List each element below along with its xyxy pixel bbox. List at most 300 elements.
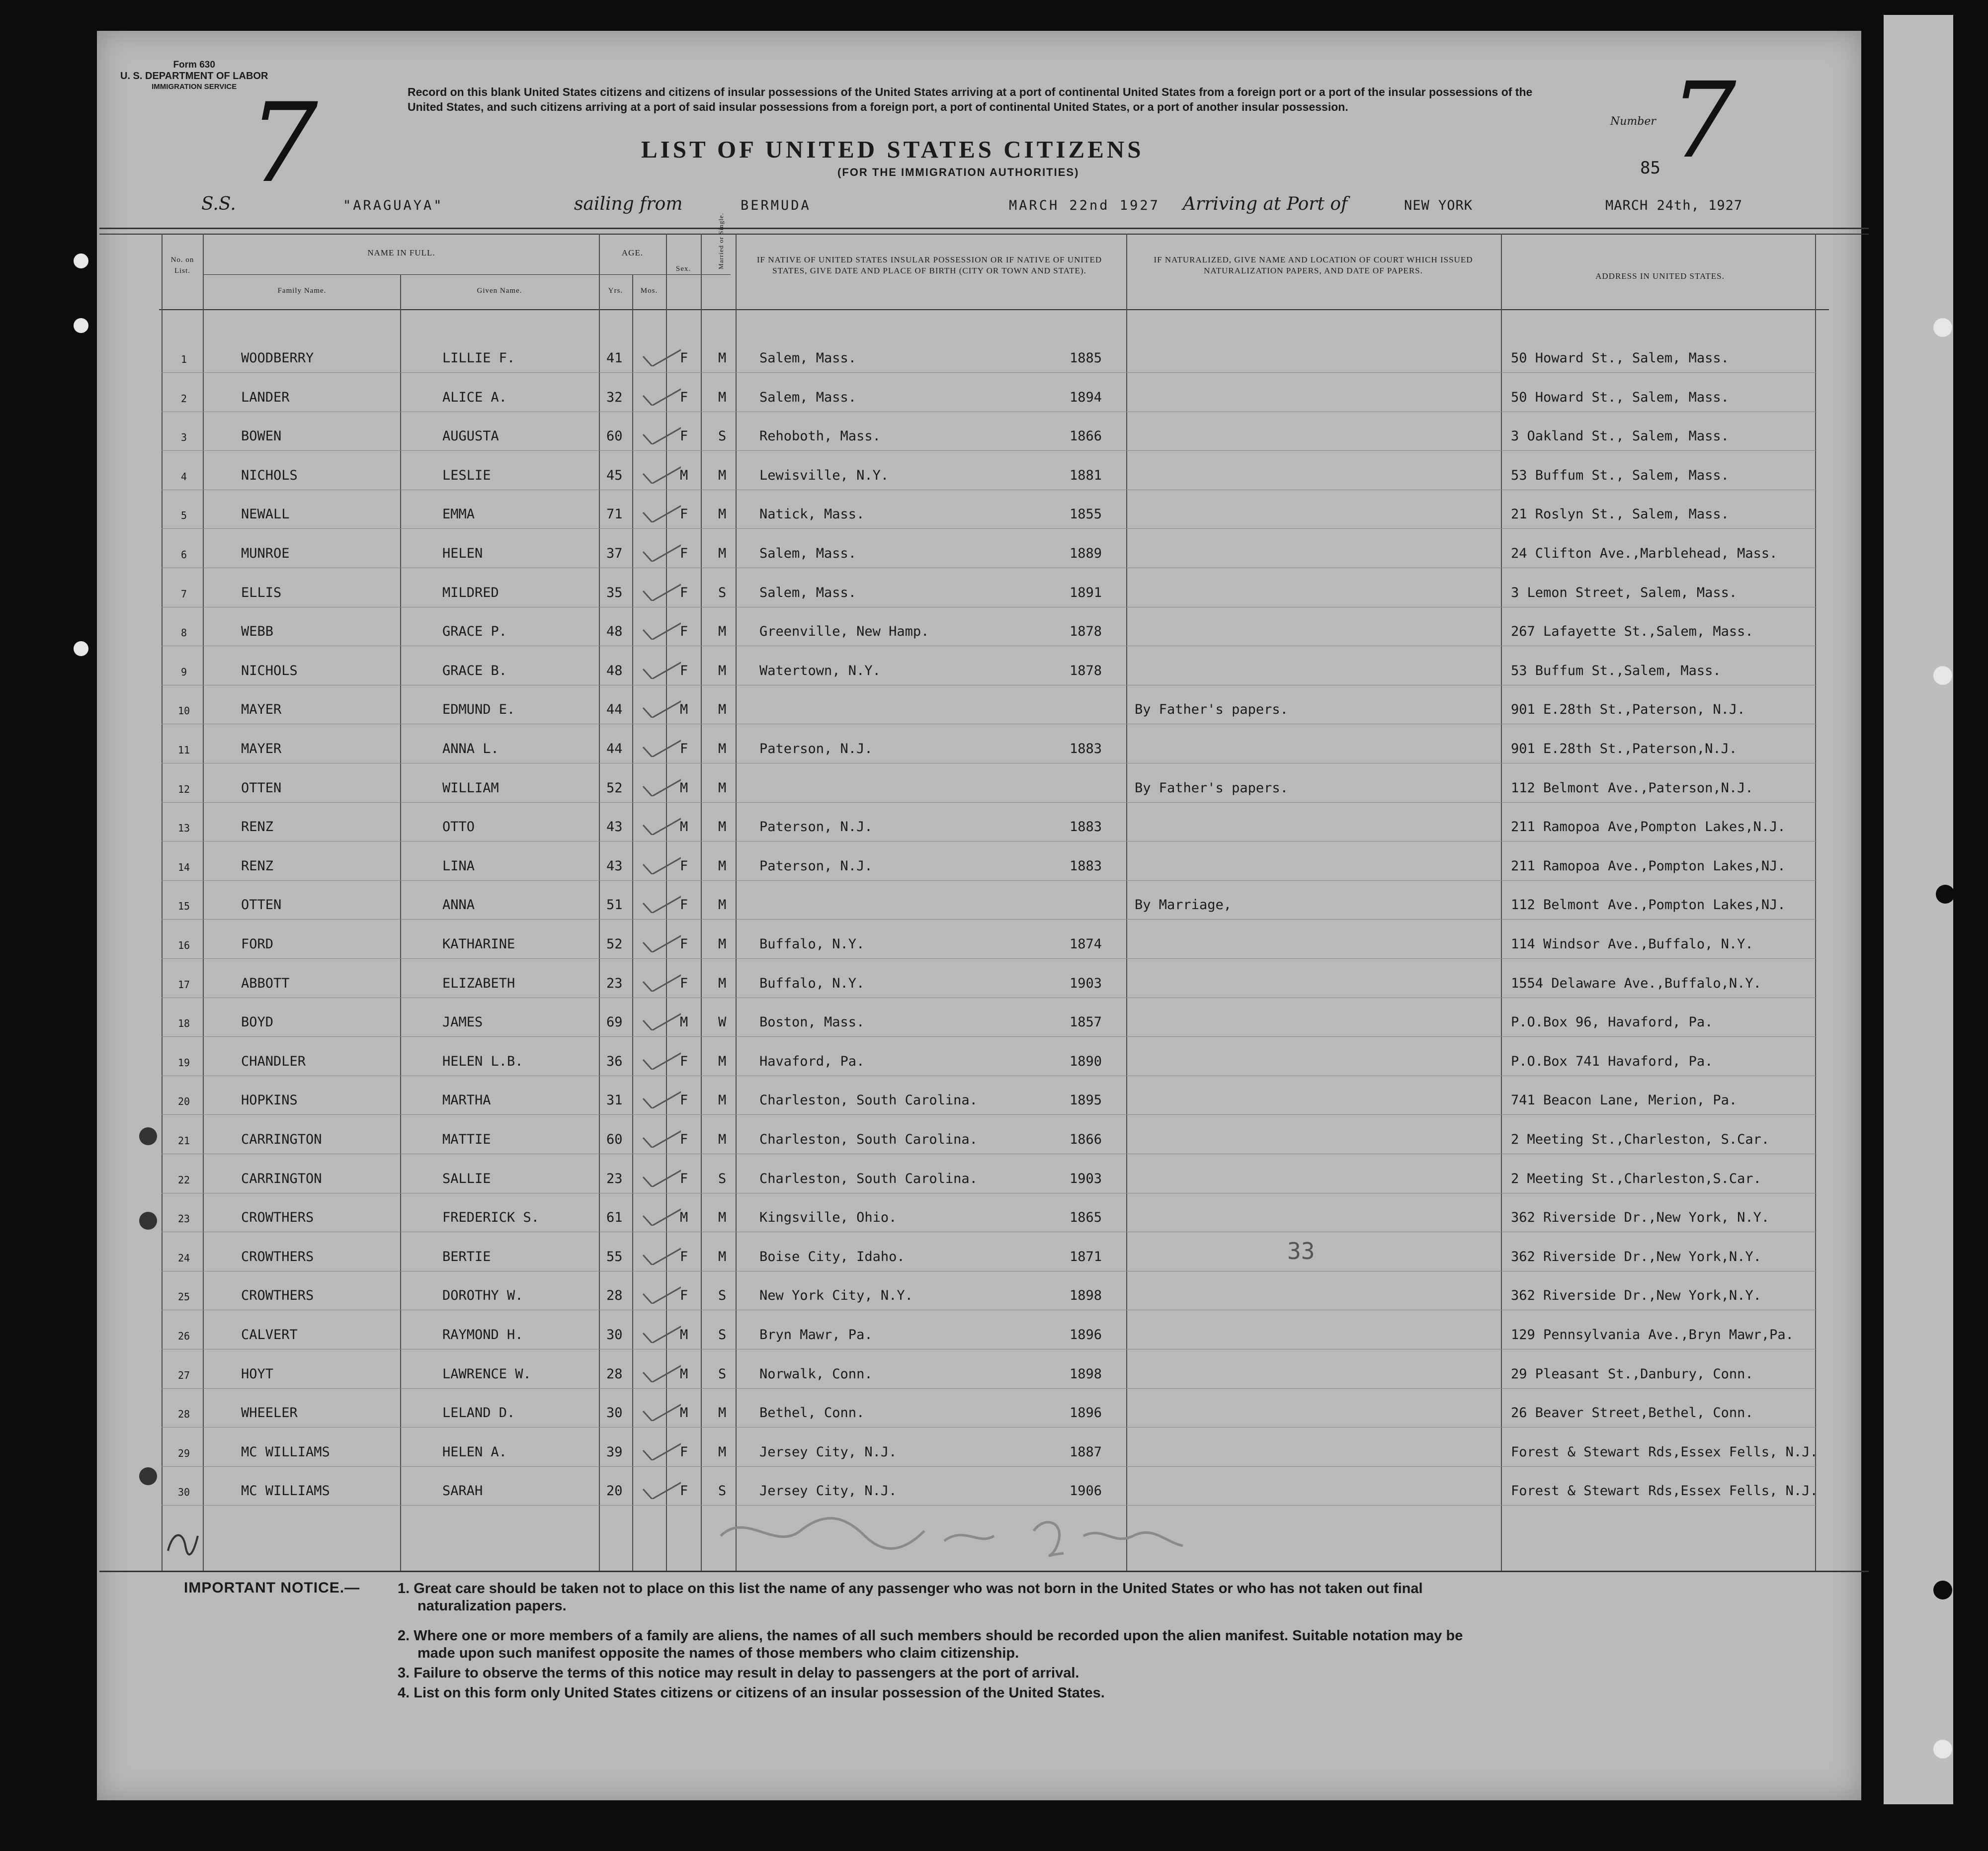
birthplace: Boise City, Idaho. bbox=[759, 1249, 905, 1264]
given-name: RAYMOND H. bbox=[442, 1327, 523, 1343]
row-number: 8 bbox=[180, 627, 187, 639]
row-number: 4 bbox=[180, 471, 187, 483]
intro-text: Record on this blank United States citizens and citizens of insular possessions of the United States arriving at a port of continental United States from a foreign port or a port of the insular possessions of the United States, and such citizens arriving at a port of said insular possessions from a foreign port, a port of continental United States, or a port of another insular possession. bbox=[408, 85, 1533, 113]
punch-hole bbox=[74, 641, 88, 656]
binder-hole bbox=[1933, 1740, 1952, 1759]
us-address: Forest & Stewart Rds,Essex Fells, N.J. bbox=[1511, 1483, 1818, 1499]
family-name: NICHOLS bbox=[241, 468, 298, 483]
birthplace: Natick, Mass. bbox=[759, 506, 865, 522]
check-mark-icon bbox=[641, 1479, 681, 1499]
check-mark-icon bbox=[641, 542, 681, 562]
birthplace: Salem, Mass. bbox=[759, 546, 857, 561]
family-name: RENZ bbox=[241, 858, 274, 874]
family-name: FORD bbox=[241, 936, 274, 952]
birthplace: Charleston, South Carolina. bbox=[759, 1093, 978, 1108]
check-mark-icon bbox=[641, 581, 681, 601]
family-name: ABBOTT bbox=[241, 976, 290, 991]
punch-hole bbox=[139, 1467, 157, 1485]
given-name: LESLIE bbox=[442, 468, 491, 483]
age-years: 39 bbox=[606, 1444, 623, 1460]
handwritten-number: 7 bbox=[1670, 60, 1737, 181]
sex: F bbox=[680, 976, 688, 991]
check-mark-icon bbox=[641, 1089, 681, 1108]
adjacent-page-edge bbox=[1884, 15, 1953, 1804]
us-address: 114 Windsor Ave.,Buffalo, N.Y. bbox=[1511, 936, 1753, 952]
birth-year: 1890 bbox=[1070, 1054, 1102, 1069]
from-port: BERMUDA bbox=[741, 198, 811, 213]
given-name: HELEN L.B. bbox=[442, 1054, 523, 1069]
col-divider bbox=[701, 234, 702, 1571]
notice-line: made upon such manifest opposite the names of those members who claim citizenship. bbox=[417, 1645, 1019, 1661]
marital-status: M bbox=[718, 780, 727, 796]
birth-year: 1894 bbox=[1070, 390, 1102, 405]
header-birth: IF NATIVE OF UNITED STATES INSULAR POSSESSION OR IF NATIVE OF UNITED STATES, GIVE DATE AND PLACE OF BIRTH (CITY OR TOWN AND STATE). bbox=[756, 255, 1102, 275]
row-rule bbox=[162, 1388, 1817, 1389]
name-subheader-rule bbox=[204, 274, 731, 275]
row-number: 6 bbox=[180, 549, 187, 561]
age-years: 30 bbox=[606, 1405, 623, 1421]
birth-year: 1885 bbox=[1070, 350, 1102, 366]
sex: F bbox=[680, 1132, 688, 1147]
row-number: 7 bbox=[180, 588, 187, 600]
age-years: 48 bbox=[606, 624, 623, 639]
marital-status: M bbox=[718, 1405, 727, 1421]
notice-title: IMPORTANT NOTICE.— bbox=[184, 1580, 360, 1596]
col-divider bbox=[736, 234, 737, 1571]
check-mark-icon bbox=[641, 1010, 681, 1030]
us-address: 50 Howard St., Salem, Mass. bbox=[1511, 390, 1729, 405]
age-years: 37 bbox=[606, 546, 623, 561]
given-name: ELIZABETH bbox=[442, 976, 515, 991]
birthplace: Norwalk, Conn. bbox=[759, 1366, 873, 1382]
family-name: MAYER bbox=[241, 702, 282, 717]
age-years: 43 bbox=[606, 819, 623, 835]
check-mark-icon bbox=[641, 1440, 681, 1460]
age-years: 28 bbox=[606, 1288, 623, 1303]
marital-status: S bbox=[718, 1288, 727, 1303]
birthplace: Salem, Mass. bbox=[759, 350, 857, 366]
family-name: HOPKINS bbox=[241, 1093, 298, 1108]
us-address: 112 Belmont Ave.,Paterson,N.J. bbox=[1511, 780, 1753, 796]
age-years: 61 bbox=[606, 1210, 623, 1225]
marital-status: S bbox=[718, 585, 727, 600]
row-rule bbox=[162, 1505, 1817, 1506]
us-address: 1554 Delaware Ave.,Buffalo,N.Y. bbox=[1511, 976, 1761, 991]
sex: M bbox=[680, 1210, 688, 1225]
notice-line: 2. Where one or more members of a family are aliens, the names of all such members should be recorded upon the alien manifest. Suitable notation may be bbox=[398, 1628, 1463, 1644]
birthplace: Lewisville, N.Y. bbox=[759, 468, 889, 483]
departure-date: MARCH 22nd 1927 bbox=[1009, 198, 1160, 213]
sex: M bbox=[680, 819, 688, 835]
col-divider bbox=[162, 234, 163, 1571]
marital-status: M bbox=[718, 350, 727, 366]
given-name: GRACE P. bbox=[442, 624, 507, 639]
arrival-date: MARCH 24th, 1927 bbox=[1605, 198, 1743, 213]
given-name: MARTHA bbox=[442, 1093, 491, 1108]
birthplace: Salem, Mass. bbox=[759, 390, 857, 405]
sex: F bbox=[680, 506, 688, 522]
marital-status: M bbox=[718, 741, 727, 757]
age-years: 35 bbox=[606, 585, 623, 600]
number-label: Number bbox=[1610, 115, 1656, 128]
check-mark-icon bbox=[641, 1323, 681, 1343]
col-divider bbox=[632, 274, 633, 1571]
header-mos: Mos. bbox=[640, 287, 658, 295]
birthplace: Buffalo, N.Y. bbox=[759, 976, 865, 991]
row-number: 10 bbox=[177, 705, 190, 717]
sex: M bbox=[680, 1405, 688, 1421]
check-mark-icon bbox=[641, 932, 681, 952]
notice-line: 4. List on this form only United States citizens or citizens of an insular possession of the United States. bbox=[398, 1685, 1105, 1701]
col-divider bbox=[400, 274, 401, 1571]
sex: F bbox=[680, 1171, 688, 1186]
marital-status: M bbox=[718, 1093, 727, 1108]
given-name: KATHARINE bbox=[442, 936, 515, 952]
header-sex: Sex. bbox=[675, 265, 691, 273]
marital-status: M bbox=[718, 1249, 727, 1264]
sex: F bbox=[680, 1054, 688, 1069]
family-name: CROWTHERS bbox=[241, 1210, 314, 1225]
family-name: MUNROE bbox=[241, 546, 290, 561]
table-top-rule-2 bbox=[99, 234, 1869, 235]
row-number: 24 bbox=[177, 1252, 190, 1264]
arriving-label: Arriving at Port of bbox=[1183, 194, 1348, 214]
row-number: 15 bbox=[177, 900, 190, 912]
age-years: 44 bbox=[606, 741, 623, 757]
marital-status: M bbox=[718, 506, 727, 522]
family-name: RENZ bbox=[241, 819, 274, 835]
birth-year: 1865 bbox=[1070, 1210, 1102, 1225]
birthplace: Bryn Mawr, Pa. bbox=[759, 1327, 873, 1343]
given-name: LAWRENCE W. bbox=[442, 1366, 531, 1382]
sex: F bbox=[680, 663, 688, 678]
birth-year: 1883 bbox=[1070, 858, 1102, 874]
check-mark-icon bbox=[641, 346, 681, 366]
row-rule bbox=[162, 1466, 1817, 1467]
given-name: EMMA bbox=[442, 506, 475, 522]
header-age: AGE. bbox=[621, 248, 644, 257]
us-address: 211 Ramopoa Ave.,Pompton Lakes,NJ. bbox=[1511, 858, 1786, 874]
header-yrs: Yrs. bbox=[608, 287, 623, 295]
marital-status: M bbox=[718, 936, 727, 952]
birth-year: 1878 bbox=[1070, 663, 1102, 678]
birth-year: 1896 bbox=[1070, 1327, 1102, 1343]
row-number: 20 bbox=[177, 1095, 190, 1107]
birth-year: 1883 bbox=[1070, 819, 1102, 835]
check-mark-icon bbox=[641, 1362, 681, 1382]
family-name: MC WILLIAMS bbox=[241, 1444, 330, 1460]
us-address: 362 Riverside Dr.,New York, N.Y. bbox=[1511, 1210, 1770, 1225]
row-number: 2 bbox=[180, 393, 187, 405]
birthplace: Boston, Mass. bbox=[759, 1014, 865, 1030]
birthplace: Buffalo, N.Y. bbox=[759, 936, 865, 952]
family-name: WHEELER bbox=[241, 1405, 298, 1421]
arrival-port: NEW YORK bbox=[1404, 198, 1473, 213]
marital-status: S bbox=[718, 428, 727, 444]
family-name: CARRINGTON bbox=[241, 1132, 322, 1147]
birthplace: Salem, Mass. bbox=[759, 585, 857, 600]
birth-year: 1898 bbox=[1070, 1288, 1102, 1303]
marital-status: M bbox=[718, 1210, 727, 1225]
row-number: 12 bbox=[177, 783, 190, 795]
us-address: 29 Pleasant St.,Danbury, Conn. bbox=[1511, 1366, 1753, 1382]
age-years: 45 bbox=[606, 468, 623, 483]
family-name: NEWALL bbox=[241, 506, 290, 522]
marital-status: S bbox=[718, 1327, 727, 1343]
check-mark-icon bbox=[641, 464, 681, 484]
birth-year: 1903 bbox=[1070, 1171, 1102, 1186]
family-name: CROWTHERS bbox=[241, 1249, 314, 1264]
age-years: 48 bbox=[606, 663, 623, 678]
family-name: CALVERT bbox=[241, 1327, 298, 1343]
us-address: 3 Oakland St., Salem, Mass. bbox=[1511, 428, 1729, 444]
sex: F bbox=[680, 585, 688, 600]
age-years: 44 bbox=[606, 702, 623, 717]
birth-year: 1883 bbox=[1070, 741, 1102, 757]
birth-year: 1874 bbox=[1070, 936, 1102, 952]
sex: F bbox=[680, 1483, 688, 1499]
binder-hole bbox=[1933, 1581, 1952, 1599]
sex: M bbox=[680, 702, 688, 717]
sex: F bbox=[680, 741, 688, 757]
row-number: 29 bbox=[177, 1447, 190, 1459]
us-address: 901 E.28th St.,Paterson,N.J. bbox=[1511, 741, 1738, 757]
given-name: LINA bbox=[442, 858, 475, 874]
sex: M bbox=[680, 1366, 688, 1382]
sex: F bbox=[680, 546, 688, 561]
birthplace: Paterson, N.J. bbox=[759, 741, 873, 757]
birth-year: 1906 bbox=[1070, 1483, 1102, 1499]
marital-status: M bbox=[718, 468, 727, 483]
us-address: 21 Roslyn St., Salem, Mass. bbox=[1511, 506, 1729, 522]
binder-hole bbox=[1933, 666, 1952, 685]
birth-year: 1896 bbox=[1070, 1405, 1102, 1421]
us-address: 3 Lemon Street, Salem, Mass. bbox=[1511, 585, 1738, 600]
row-number: 16 bbox=[177, 939, 190, 951]
check-mark-icon bbox=[641, 386, 681, 406]
family-name: MC WILLIAMS bbox=[241, 1483, 330, 1499]
family-name: OTTEN bbox=[241, 897, 282, 913]
naturalization: By Father's papers. bbox=[1135, 702, 1288, 717]
row-number: 13 bbox=[177, 822, 190, 834]
birthplace: Watertown, N.Y. bbox=[759, 663, 881, 678]
row-number: 19 bbox=[177, 1057, 190, 1069]
birth-year: 1898 bbox=[1070, 1366, 1102, 1382]
check-mark-icon bbox=[641, 1206, 681, 1226]
given-name: OTTO bbox=[442, 819, 475, 835]
ship-name: "ARAGUAYA" bbox=[343, 198, 444, 213]
row-number: 5 bbox=[180, 509, 187, 521]
birth-year: 1866 bbox=[1070, 1132, 1102, 1147]
check-mark-icon bbox=[641, 854, 681, 874]
check-mark-icon bbox=[641, 1128, 681, 1148]
us-address: 267 Lafayette St.,Salem, Mass. bbox=[1511, 624, 1753, 639]
us-address: 129 Pennsylvania Ave.,Bryn Mawr,Pa. bbox=[1511, 1327, 1794, 1343]
family-name: WOODBERRY bbox=[241, 350, 314, 366]
us-address: 50 Howard St., Salem, Mass. bbox=[1511, 350, 1729, 366]
check-mark-icon bbox=[641, 620, 681, 640]
age-years: 23 bbox=[606, 976, 623, 991]
check-mark-icon bbox=[641, 1167, 681, 1187]
naturalization: By Marriage, bbox=[1135, 897, 1232, 913]
given-name: BERTIE bbox=[442, 1249, 491, 1264]
col-divider bbox=[203, 234, 204, 1571]
page-title: LIST OF UNITED STATES CITIZENS bbox=[641, 136, 1144, 163]
family-name: CROWTHERS bbox=[241, 1288, 314, 1303]
sex: F bbox=[680, 1444, 688, 1460]
family-name: HOYT bbox=[241, 1366, 274, 1382]
us-address: 53 Buffum St., Salem, Mass. bbox=[1511, 468, 1729, 483]
given-name: EDMUND E. bbox=[442, 702, 515, 717]
marital-status: M bbox=[718, 1444, 727, 1460]
row-rule bbox=[162, 450, 1817, 451]
ss-label: S.S. bbox=[201, 194, 236, 214]
header-no: No. on List. bbox=[170, 256, 194, 275]
handwritten-scrawl bbox=[716, 1506, 1193, 1566]
age-years: 20 bbox=[606, 1483, 623, 1499]
given-name: ALICE A. bbox=[442, 390, 507, 405]
birthplace: Kingsville, Ohio. bbox=[759, 1210, 897, 1225]
age-years: 41 bbox=[606, 350, 623, 366]
row-number: 25 bbox=[177, 1291, 190, 1303]
check-mark-icon bbox=[641, 1284, 681, 1304]
row-number: 28 bbox=[177, 1408, 190, 1420]
check-mark-icon bbox=[641, 1245, 681, 1265]
age-years: 28 bbox=[606, 1366, 623, 1382]
given-name: MATTIE bbox=[442, 1132, 491, 1147]
birth-year: 1871 bbox=[1070, 1249, 1102, 1264]
check-mark-icon bbox=[641, 893, 681, 913]
binder-hole bbox=[1933, 318, 1952, 337]
birth-year: 1855 bbox=[1070, 506, 1102, 522]
marital-status: S bbox=[718, 1366, 727, 1382]
handwritten-seven: 7 bbox=[248, 80, 318, 207]
sex: F bbox=[680, 897, 688, 913]
given-name: SALLIE bbox=[442, 1171, 491, 1186]
age-years: 51 bbox=[606, 897, 623, 913]
row-number: 3 bbox=[180, 431, 187, 443]
punch-hole bbox=[139, 1127, 157, 1145]
sex: F bbox=[680, 936, 688, 952]
row-rule bbox=[162, 802, 1817, 803]
family-name: CARRINGTON bbox=[241, 1171, 322, 1186]
row-number: 26 bbox=[177, 1330, 190, 1342]
given-name: ANNA L. bbox=[442, 741, 499, 757]
given-name: HELEN bbox=[442, 546, 483, 561]
header-given-name: Given Name. bbox=[477, 287, 522, 295]
check-mark-icon bbox=[641, 972, 681, 992]
age-years: 60 bbox=[606, 428, 623, 444]
check-mark-icon bbox=[641, 1401, 681, 1421]
birth-year: 1903 bbox=[1070, 976, 1102, 991]
marital-status: M bbox=[718, 663, 727, 678]
us-address: 24 Clifton Ave.,Marblehead, Mass. bbox=[1511, 546, 1778, 561]
birthplace: Rehoboth, Mass. bbox=[759, 428, 881, 444]
family-name: CHANDLER bbox=[241, 1054, 306, 1069]
marital-status: M bbox=[718, 546, 727, 561]
table-bottom-rule bbox=[99, 1571, 1869, 1572]
notice-section bbox=[184, 1580, 360, 1597]
birthplace: Jersey City, N.J. bbox=[759, 1483, 897, 1499]
age-years: 69 bbox=[606, 1014, 623, 1030]
check-mark-icon bbox=[641, 815, 681, 835]
sex: F bbox=[680, 428, 688, 444]
given-name: ANNA bbox=[442, 897, 475, 913]
given-name: SARAH bbox=[442, 1483, 483, 1499]
birth-year: 1857 bbox=[1070, 1014, 1102, 1030]
check-mark-icon bbox=[641, 503, 681, 522]
col-divider bbox=[599, 234, 600, 1571]
family-name: BOWEN bbox=[241, 428, 282, 444]
birthplace: Greenville, New Hamp. bbox=[759, 624, 929, 639]
birth-year: 1895 bbox=[1070, 1093, 1102, 1108]
birthplace: Havaford, Pa. bbox=[759, 1054, 865, 1069]
age-years: 52 bbox=[606, 936, 623, 952]
sex: F bbox=[680, 350, 688, 366]
sex: F bbox=[680, 858, 688, 874]
birth-year: 1889 bbox=[1070, 546, 1102, 561]
row-number: 9 bbox=[180, 666, 187, 678]
given-name: LILLIE F. bbox=[442, 350, 515, 366]
header-married-single: Married or Single. bbox=[717, 213, 725, 269]
us-address: 112 Belmont Ave.,Pompton Lakes,NJ. bbox=[1511, 897, 1786, 913]
header-name-in-full: NAME IN FULL. bbox=[367, 248, 435, 257]
marital-status: M bbox=[718, 1132, 727, 1147]
sex: M bbox=[680, 468, 688, 483]
us-address: P.O.Box 96, Havaford, Pa. bbox=[1511, 1014, 1713, 1030]
us-address: 2 Meeting St.,Charleston, S.Car. bbox=[1511, 1132, 1770, 1147]
row-rule bbox=[162, 1036, 1817, 1037]
sailing-label: sailing from bbox=[574, 194, 683, 214]
sex: F bbox=[680, 1288, 688, 1303]
notice-line: 1. Great care should be taken not to place on this list the name of any passenger who was not born in the United States or who has not taken out final bbox=[398, 1581, 1423, 1597]
family-name: OTTEN bbox=[241, 780, 282, 796]
sex: F bbox=[680, 624, 688, 639]
age-years: 52 bbox=[606, 780, 623, 796]
page-subtitle: (FOR THE IMMIGRATION AUTHORITIES) bbox=[837, 166, 1079, 178]
given-name: AUGUSTA bbox=[442, 428, 499, 444]
family-name: BOYD bbox=[241, 1014, 274, 1030]
check-mark-icon bbox=[641, 659, 681, 679]
marital-status: M bbox=[718, 702, 727, 717]
row-number: 11 bbox=[177, 744, 190, 756]
row-number: 17 bbox=[177, 979, 190, 991]
birthplace: Bethel, Conn. bbox=[759, 1405, 865, 1421]
birth-year: 1887 bbox=[1070, 1444, 1102, 1460]
marital-status: S bbox=[718, 1483, 727, 1499]
check-mark-icon bbox=[641, 776, 681, 796]
row-number: 30 bbox=[177, 1486, 190, 1498]
col-divider bbox=[1126, 234, 1127, 1571]
us-address: 362 Riverside Dr.,New York,N.Y. bbox=[1511, 1249, 1761, 1264]
header-address: ADDRESS IN UNITED STATES. bbox=[1595, 271, 1725, 281]
age-years: 71 bbox=[606, 506, 623, 522]
age-years: 55 bbox=[606, 1249, 623, 1264]
given-name: LELAND D. bbox=[442, 1405, 515, 1421]
given-name: FREDERICK S. bbox=[442, 1210, 540, 1225]
check-mark-icon bbox=[641, 737, 681, 757]
family-name: LANDER bbox=[241, 390, 290, 405]
sex: M bbox=[680, 1327, 688, 1343]
naturalization: By Father's papers. bbox=[1135, 780, 1288, 796]
row-rule bbox=[162, 372, 1817, 373]
family-name: NICHOLS bbox=[241, 663, 298, 678]
header-family-name: Family Name. bbox=[277, 287, 327, 295]
row-number: 21 bbox=[177, 1135, 190, 1147]
given-name: WILLIAM bbox=[442, 780, 499, 796]
sex: F bbox=[680, 1093, 688, 1108]
row-number: 18 bbox=[177, 1017, 190, 1029]
